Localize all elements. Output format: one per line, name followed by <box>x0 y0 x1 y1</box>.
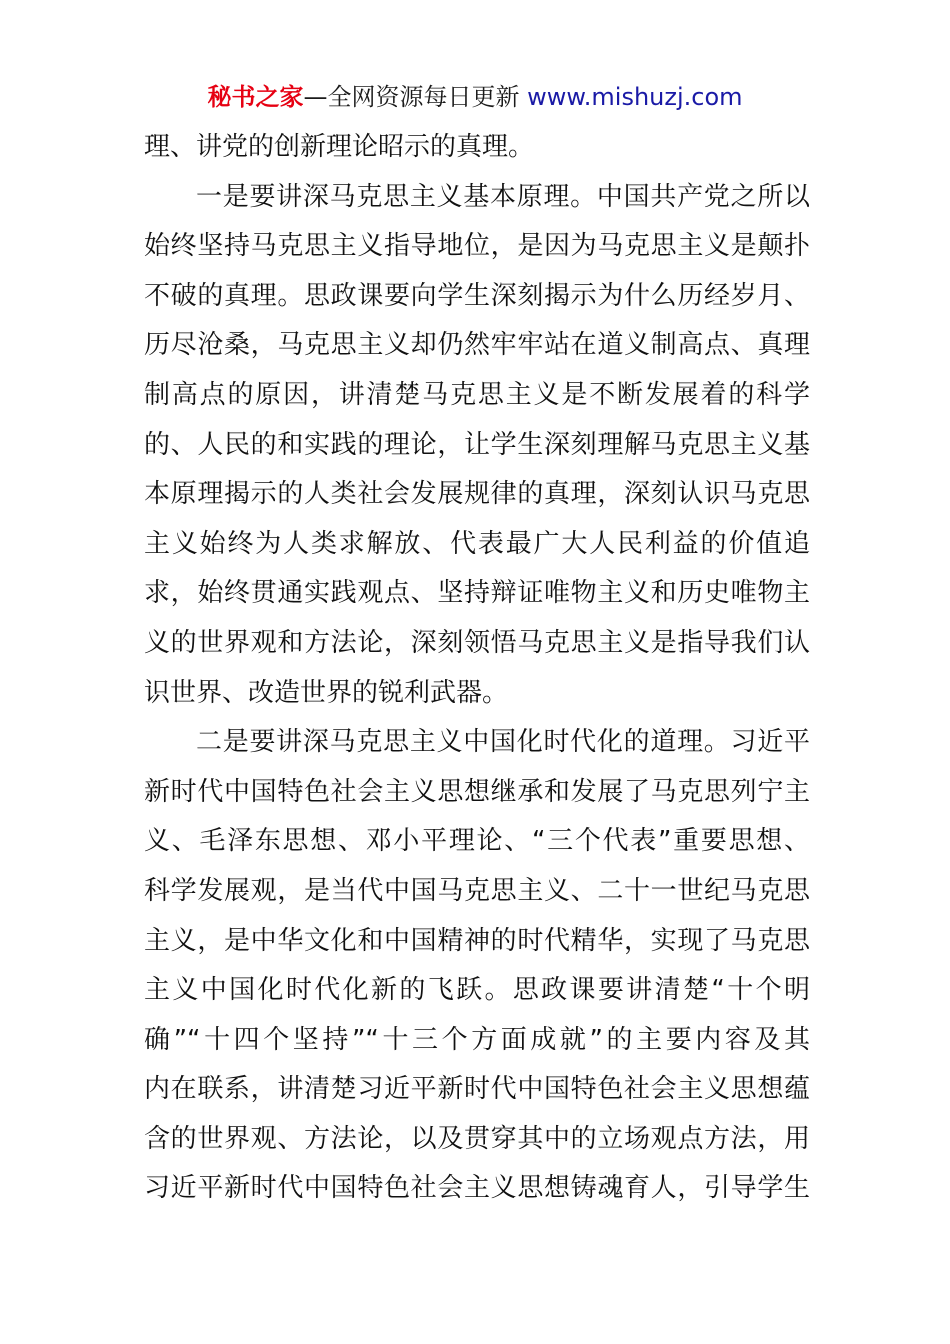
header-tagline: —全网资源每日更新 <box>303 83 520 111</box>
paragraph-first-line: 二是要讲深马克思主义中国化时代化的道理。习近平 <box>196 727 810 758</box>
text-line: 制高点的原因，讲清楚马克思主义是不断发展着的科学 <box>144 379 810 410</box>
text-line: 内在联系，讲清楚习近平新时代中国特色社会主义思想蕴 <box>144 1074 810 1105</box>
text-line: 义、毛泽东思想、邓小平理论、“三个代表”重要思想、 <box>144 826 810 857</box>
text-line: 确”“十四个坚持”“十三个方面成就”的主要内容及其 <box>144 1024 810 1055</box>
text-line: 习近平新时代中国特色社会主义思想铸魂育人，引导学生 <box>144 1173 810 1204</box>
paragraph-first-line: 一是要讲深马克思主义基本原理。中国共产党之所以 <box>196 181 810 212</box>
text-line: 主义，是中华文化和中国精神的时代精华，实现了马克思 <box>144 925 810 956</box>
text-line: 不破的真理。思政课要向学生深刻揭示为什么历经岁月、 <box>144 280 810 311</box>
text-line: 科学发展观，是当代中国马克思主义、二十一世纪马克思 <box>144 875 810 906</box>
text-line: 识世界、改造世界的锐利武器。 <box>144 677 509 708</box>
text-line: 主义始终为人类求解放、代表最广大人民利益的价值追 <box>144 528 810 559</box>
text-line: 义的世界观和方法论，深刻领悟马克思主义是指导我们认 <box>144 627 810 658</box>
text-line: 理、讲党的创新理论昭示的真理。 <box>144 132 535 162</box>
text-line: 含的世界观、方法论，以及贯穿其中的立场观点方法，用 <box>144 1123 810 1154</box>
document-body <box>144 123 810 1214</box>
text-line: 的、人民的和实践的理论，让学生深刻理解马克思主义基 <box>144 429 810 460</box>
text-line: 始终坚持马克思主义指导地位，是因为马克思主义是颠扑 <box>144 231 810 262</box>
text-line: 新时代中国特色社会主义思想继承和发展了马克思列宁主 <box>144 776 810 807</box>
site-header <box>0 80 950 114</box>
brand-name: 秘书之家 <box>207 83 304 111</box>
text-line: 求，始终贯通实践观点、坚持辩证唯物主义和历史唯物主 <box>144 578 810 609</box>
site-url-link[interactable]: www.mishuzj.com <box>527 83 743 111</box>
text-line: 主义中国化时代化新的飞跃。思政课要讲清楚“十个明 <box>144 975 810 1006</box>
text-line: 历尽沧桑，马克思主义却仍然牢牢站在道义制高点、真理 <box>144 330 810 361</box>
text-line: 本原理揭示的人类社会发展规律的真理，深刻认识马克思 <box>144 479 810 510</box>
